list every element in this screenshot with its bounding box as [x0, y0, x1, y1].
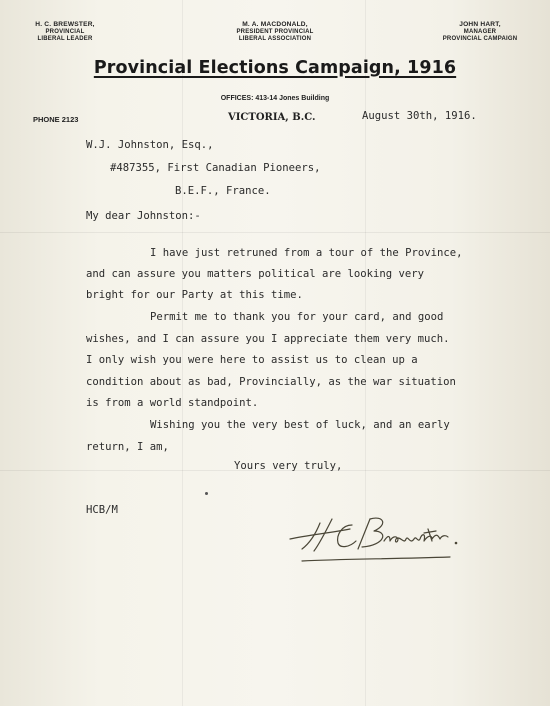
leader-role: PROVINCIAL — [45, 28, 85, 35]
body-line: I only wish you were here to assist us to clean up a — [86, 354, 418, 366]
body-line: wishes, and I can assure you I appreciate them very much. — [86, 333, 450, 345]
body-line: bright for our Party at this time. — [86, 289, 303, 301]
letterhead-center — [215, 21, 335, 44]
leader-role-2: LIBERAL LEADER — [37, 36, 93, 42]
body-line: Permit me to thank you for your card, and good — [150, 311, 444, 323]
body-line: Wishing you the very best of luck, and an early — [150, 419, 450, 431]
typist-initials: HCB/M — [86, 504, 118, 516]
president-role-2: LIBERAL ASSOCIATION — [238, 36, 312, 42]
salutation: My dear Johnston:- — [86, 210, 201, 222]
letterhead-left — [20, 21, 110, 44]
body-line: is from a world standpoint. — [86, 397, 259, 409]
body-line: condition about as bad, Provincially, as the war situation — [86, 376, 456, 388]
paper-fold — [0, 232, 550, 233]
letterhead-right — [425, 21, 535, 44]
letterhead-title: Provincial Elections Campaign, 1916 — [93, 58, 457, 78]
address-line: B.E.F., France. — [175, 185, 271, 197]
manager-role-2: PROVINCIAL CAMPAIGN — [442, 36, 518, 42]
paper-fold — [365, 0, 366, 706]
letter-date: August 30th, 1916. — [362, 110, 477, 122]
offices-line: OFFICES: 413-14 Jones Building — [220, 95, 330, 102]
manager-name: JOHN HART, — [459, 21, 501, 28]
president-name: M. A. MACDONALD, — [242, 21, 308, 28]
ink-spot — [205, 492, 208, 495]
phone-number: PHONE 2123 — [33, 115, 79, 124]
president-role: PRESIDENT PROVINCIAL — [236, 28, 314, 35]
address-line: #487355, First Canadian Pioneers, — [110, 162, 321, 174]
signature-image — [280, 505, 470, 580]
body-line: I have just retruned from a tour of the Province, — [150, 247, 463, 259]
body-line: and can assure you matters political are looking very — [86, 268, 425, 280]
address-line: W.J. Johnston, Esq., — [86, 139, 214, 151]
manager-role: MANAGER — [463, 28, 497, 35]
leader-name: H. C. BREWSTER, — [35, 21, 95, 28]
closing: Yours very truly, — [234, 460, 343, 472]
paper-fold — [182, 0, 183, 706]
body-line: return, I am, — [86, 441, 169, 453]
city-line: VICTORIA, B.C. — [228, 112, 316, 123]
